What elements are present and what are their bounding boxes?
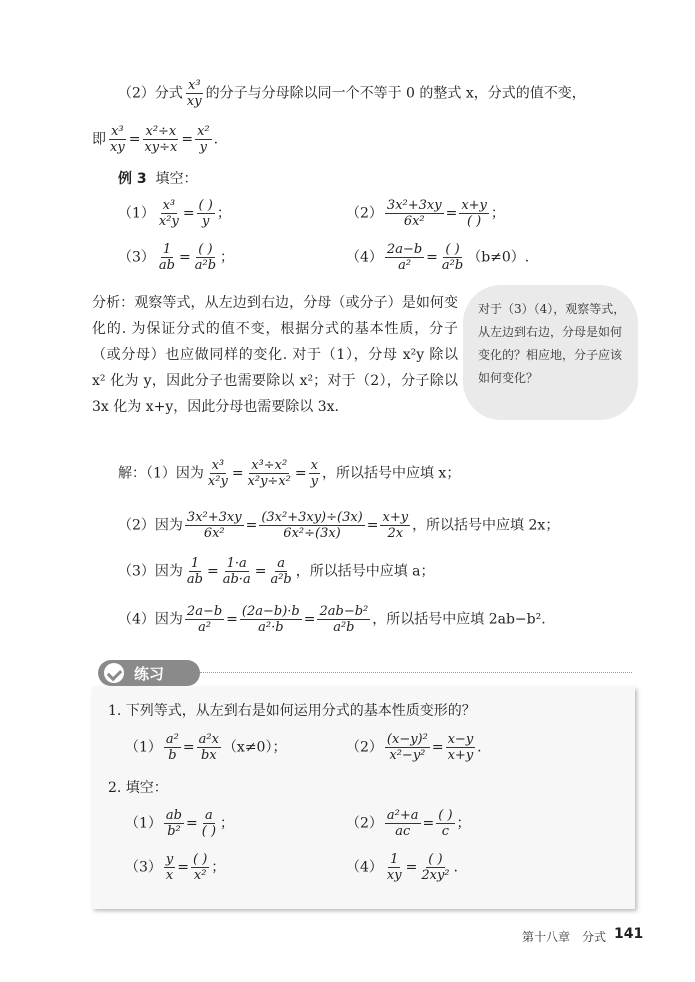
fraction <box>380 510 410 541</box>
numerator: 2ab−b² <box>319 604 369 619</box>
text: = <box>245 517 258 534</box>
example-title: 例 3 <box>118 171 147 187</box>
text: （3） <box>125 859 162 876</box>
denominator: b² <box>167 824 181 839</box>
denominator: a²b <box>333 620 355 635</box>
text: ； <box>490 205 505 222</box>
fraction <box>191 852 209 883</box>
solution-line <box>118 510 559 541</box>
numerator: x² <box>197 124 210 139</box>
denominator: x²y÷x² <box>247 474 291 489</box>
denominator: ab <box>186 572 203 587</box>
text: （2） <box>346 205 383 222</box>
fraction <box>206 458 230 489</box>
denominator: b <box>168 748 177 763</box>
text: （2）分式 <box>118 85 183 102</box>
text: （3） <box>118 249 155 266</box>
text: （4）因为 <box>118 611 183 628</box>
text: = <box>226 611 238 628</box>
fraction <box>240 604 302 635</box>
numerator: ( ) <box>198 198 213 213</box>
denominator: y <box>199 140 208 155</box>
numerator: ( ) <box>428 852 443 867</box>
denominator: x+y <box>447 748 474 763</box>
fraction <box>221 556 253 587</box>
denominator: 2xy² <box>421 868 450 883</box>
denominator: y <box>202 214 210 229</box>
fraction <box>436 808 454 839</box>
solution-line <box>118 604 546 635</box>
fraction <box>385 808 421 839</box>
text: （1） <box>118 205 155 222</box>
text: 即 <box>92 131 106 148</box>
fraction <box>108 124 127 155</box>
denominator: ab <box>158 258 175 273</box>
denominator: a²b <box>194 258 217 273</box>
denominator: bx <box>200 748 217 763</box>
numerator: ab <box>165 808 182 823</box>
fraction <box>317 604 370 635</box>
text: ，所以括号中应填 a； <box>295 563 435 580</box>
numerator: ( ) <box>445 242 460 257</box>
fraction <box>385 242 424 273</box>
fraction <box>268 556 293 587</box>
text: （2）因为 <box>118 517 183 534</box>
fraction <box>185 604 224 635</box>
numerator: (x−y)² <box>386 732 428 747</box>
denominator: ab·a <box>222 572 251 587</box>
denominator: 6x² <box>203 526 225 541</box>
denominator: xy <box>110 140 125 155</box>
numerator: 1 <box>190 556 200 571</box>
text: = <box>445 205 458 222</box>
text: = <box>303 611 316 628</box>
example-item <box>118 242 234 273</box>
numerator: x+y <box>382 510 409 525</box>
practice-q2: 2. 填空： <box>108 780 168 796</box>
fraction <box>385 732 430 763</box>
numerator: a <box>204 808 213 823</box>
denominator: 6x²÷(3x) <box>283 526 341 541</box>
check-icon <box>104 663 124 683</box>
fraction <box>419 852 451 883</box>
denominator: y <box>310 474 318 489</box>
text: = <box>186 815 198 832</box>
text: = <box>405 859 418 876</box>
text: = <box>182 205 195 222</box>
fraction <box>309 458 320 489</box>
text: （2） <box>346 815 383 832</box>
text: ，所以括号中应填 2x； <box>412 517 560 534</box>
text: = <box>207 563 219 580</box>
text: = <box>422 815 435 832</box>
solution-line <box>118 556 435 587</box>
text: . <box>477 739 482 756</box>
text: ； <box>216 205 231 222</box>
example-item <box>346 242 529 273</box>
numerator: ( ) <box>193 852 208 867</box>
fraction <box>193 242 218 273</box>
denominator: ( ) <box>466 214 482 229</box>
fraction <box>197 732 221 763</box>
text: ，所以括号中应填 2ab−b². <box>372 611 546 628</box>
numerator: x³ <box>187 78 201 93</box>
numerator: (3x²+3xy)÷(3x) <box>261 510 363 525</box>
numerator: x+y <box>461 198 487 213</box>
text: （b≠0）. <box>467 249 530 266</box>
denominator: ac <box>395 824 411 839</box>
fraction <box>185 78 204 109</box>
fraction <box>185 556 205 587</box>
fraction <box>385 198 444 229</box>
text: （1） <box>125 815 162 832</box>
fraction <box>459 198 489 229</box>
text: = <box>294 465 307 482</box>
fraction <box>385 852 404 883</box>
fraction <box>164 852 175 883</box>
fraction <box>142 124 179 155</box>
example-item <box>118 198 231 229</box>
practice-item <box>346 852 458 883</box>
text: = <box>366 517 379 534</box>
solution-line <box>118 458 460 489</box>
numerator: ( ) <box>198 242 213 257</box>
text: = <box>431 739 444 756</box>
denominator: c <box>441 824 450 839</box>
fraction <box>246 458 293 489</box>
denominator: a² <box>198 620 212 635</box>
divider <box>200 672 632 673</box>
denominator: ( ) <box>201 824 217 839</box>
denominator: x²−y² <box>389 748 426 763</box>
numerator: a <box>277 556 285 571</box>
numerator: (2a−b)·b <box>241 604 300 619</box>
intro-line-2: 即 $\frac{\text{x³}}{xy}$ = $\frac{\text{x²÷x}}{xy\div x}$ = $\frac{\text{x²}}{y}$ . <box>92 124 219 155</box>
numerator: 1 <box>162 242 172 257</box>
denominator: 6x² <box>403 214 425 229</box>
denominator: a²b <box>441 258 464 273</box>
numerator: a²+a <box>386 808 419 823</box>
fraction <box>200 808 218 839</box>
practice-q1: 1. 下列等式，从左到右是如何运用分式的基本性质变形的？ <box>108 703 476 719</box>
text: = <box>179 249 191 266</box>
numerator: a² <box>165 732 179 747</box>
text: （4） <box>346 859 383 876</box>
numerator: x²÷x <box>145 124 177 139</box>
practice-item <box>125 852 225 883</box>
denominator: 2x <box>387 526 404 541</box>
text: ； <box>220 249 235 266</box>
fraction <box>185 510 244 541</box>
denominator: a²·b <box>258 620 284 635</box>
example-item <box>346 198 505 229</box>
cloud-text: 对于（3）（4），观察等式，从左边到右边，分母是如何变化的？相应地，分子应该如何变化？ <box>478 302 626 385</box>
example-heading <box>118 168 198 188</box>
numerator: x³÷x² <box>251 458 288 473</box>
chapter-footer: 第十八章 分式 <box>522 930 607 944</box>
numerator: 3x²+3xy <box>186 510 242 525</box>
numerator: y <box>165 852 174 867</box>
fraction <box>164 732 181 763</box>
text: = <box>182 739 195 756</box>
practice-item <box>346 808 471 839</box>
numerator: 2a−b <box>386 242 423 257</box>
denominator: x <box>165 868 174 883</box>
text: （4） <box>346 249 383 266</box>
fraction <box>440 242 465 273</box>
text: ； <box>220 815 235 832</box>
analysis-paragraph: 分析：观察等式，从左边到右边，分母（或分子）是如何变化的. 为保证分式的值不变，根据分式的基本性质，分子（或分母）也应做同样的变化. 对于（1），分母 x²y 除以 x² 化为 y，因此分子也需要除以 x²；对于（2），分子除以 3x 化为 x+y，因此分母也需要除以 3x. <box>92 295 458 415</box>
practice-item <box>125 808 234 839</box>
text: （2） <box>346 739 383 756</box>
text: 解：（1）因为 <box>118 465 204 482</box>
fraction <box>259 510 364 541</box>
text: 的分子与分母除以同一个不等于 0 的整式 x，分式的值不变， <box>205 85 586 102</box>
denominator: xy <box>186 94 202 109</box>
denominator: a² <box>398 258 412 273</box>
intro-line-1 <box>118 78 586 109</box>
fraction <box>195 124 212 155</box>
page-number: 141 <box>614 926 644 942</box>
practice-heading: 练习 <box>134 665 165 683</box>
text: （3）因为 <box>118 563 183 580</box>
fraction <box>446 732 476 763</box>
example-label: 填空： <box>155 171 198 187</box>
text: = <box>231 465 244 482</box>
text: （x≠0）； <box>222 739 287 756</box>
numerator: x³ <box>111 124 124 139</box>
numerator: x³ <box>162 198 176 213</box>
numerator: x−y <box>447 732 474 747</box>
fraction <box>164 808 184 839</box>
text: = <box>426 249 438 266</box>
text: ，所以括号中应填 x； <box>321 465 461 482</box>
text: = <box>254 563 267 580</box>
text: . <box>453 859 458 876</box>
practice-item <box>125 732 286 763</box>
text: . <box>213 131 219 148</box>
practice-item <box>346 732 482 763</box>
text: = <box>177 859 190 876</box>
numerator: x³ <box>211 458 225 473</box>
numerator: 3x²+3xy <box>386 198 442 213</box>
numerator: ( ) <box>438 808 453 823</box>
denominator: x²y <box>207 474 228 489</box>
denominator: a²b <box>270 572 292 587</box>
fraction <box>197 198 215 229</box>
denominator: x²y <box>158 214 179 229</box>
denominator: xy÷x <box>144 140 178 155</box>
denominator: xy <box>386 868 402 883</box>
fraction <box>157 242 177 273</box>
text: ； <box>456 815 471 832</box>
text: （1） <box>125 739 162 756</box>
text: ； <box>211 859 226 876</box>
numerator: 2a−b <box>186 604 223 619</box>
numerator: 1 <box>390 852 399 867</box>
numerator: a²x <box>198 732 219 747</box>
denominator: x² <box>193 868 207 883</box>
fraction <box>157 198 181 229</box>
numerator: x <box>310 458 318 473</box>
numerator: 1·a <box>226 556 247 571</box>
